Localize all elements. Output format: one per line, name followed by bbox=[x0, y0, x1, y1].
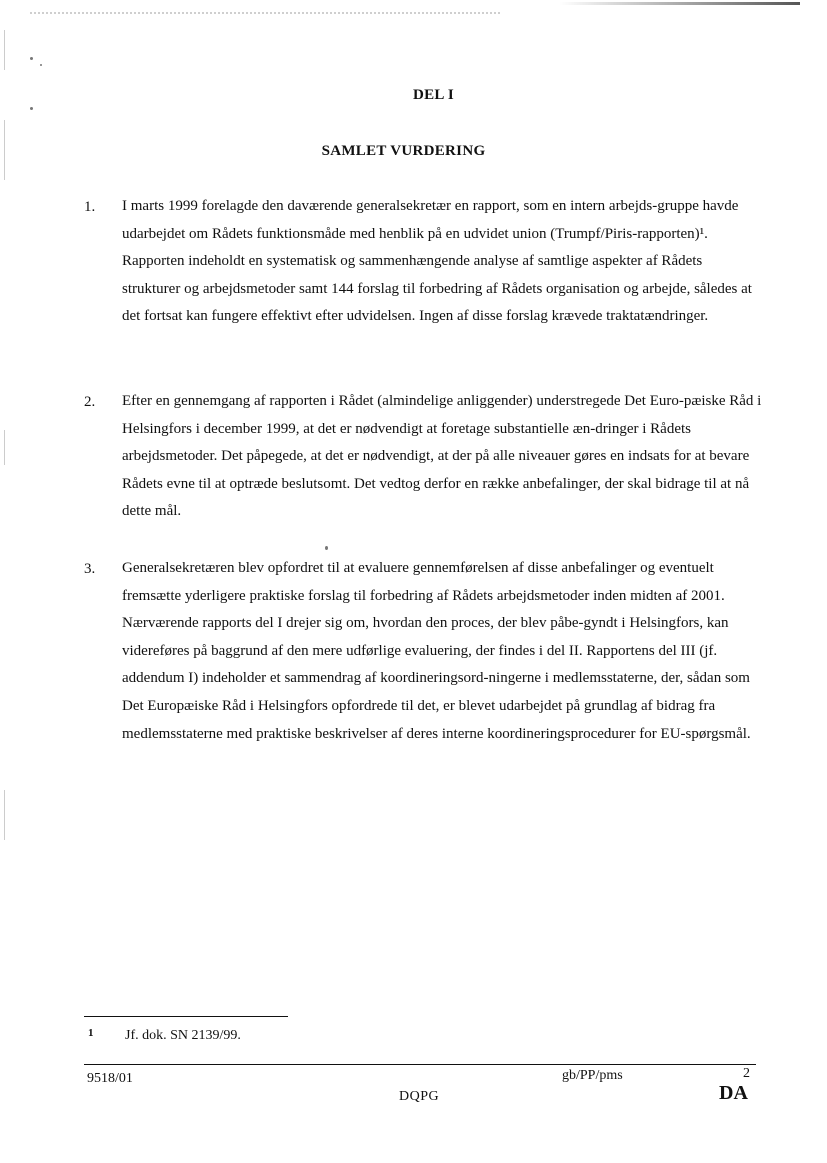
footer-divider bbox=[84, 1064, 756, 1065]
footer-language-code: DA bbox=[719, 1082, 748, 1104]
scan-speck bbox=[30, 107, 33, 110]
part-heading: DEL I bbox=[412, 87, 455, 103]
footnote-divider bbox=[84, 1016, 288, 1017]
scan-edge-mark bbox=[4, 430, 5, 465]
scan-edge-mark bbox=[4, 30, 5, 70]
footer-page-number: 2 bbox=[743, 1066, 750, 1081]
section-heading: SAMLET VURDERING bbox=[321, 143, 486, 159]
paragraph-text: I marts 1999 forelagde den daværende generalsekretær en rapport, som en intern arbejds-gruppe havde udarbejdet om Rådets funktionsmåde med henblik på en udvidet union (Trumpf/Piris-rapporten)¹. Rapporten indeholdt en systematisk og sammenhængende analyse af samtlige aspekter af Rådets strukturer og arbejdsmetoder samt 144 forslag til forbedring af Rådets organisation og arbejde, således at det fortsat kan fungere effektivt efter udvidelsen. Ingen af disse forslag krævede traktatændringer. bbox=[122, 198, 752, 325]
paragraph-number: 3. bbox=[84, 561, 96, 577]
fax-edge-smudge bbox=[560, 2, 800, 5]
fax-transmission-header bbox=[30, 12, 500, 24]
paragraph-number: 2. bbox=[84, 394, 96, 410]
footer-doc-number: 9518/01 bbox=[87, 1071, 133, 1086]
paragraph-text: Generalsekretæren blev opfordret til at evaluere gennemførelsen af disse anbefalinger og eventuelt fremsætte yderligere praktiske forslag til forbedring af Rådets arbejdsmetoder inden midten af 2001. Nærværende rapports del I drejer sig om, hvordan den proces, der blev påbe-gyndt i Helsingfors, kan videreføres på baggrund af den mere udførlige evaluering, der findes i del II. Rapportens del III (jf. addendum I) indeholder et sammendrag af koordineringsord-ningerne i medlemsstaterne, der, sådan som Det Europæiske Råd i Helsingfors opfordrede til det, er blevet udarbejdet på grundlag af bidrag fra medlemsstaterne med praktiske beskrivelser af deres interne koordineringsprocedurer for EU-spørgsmål. bbox=[122, 560, 751, 742]
scan-speck bbox=[325, 546, 328, 550]
scan-edge-mark bbox=[4, 790, 5, 840]
footer-initials: gb/PP/pms bbox=[562, 1068, 623, 1083]
footnote-text: Jf. dok. SN 2139/99. bbox=[125, 1028, 241, 1043]
footnote-marker: 1 bbox=[88, 1027, 94, 1039]
paragraph-number: 1. bbox=[84, 199, 96, 215]
scan-speck bbox=[30, 57, 33, 60]
paragraph-text: Efter en gennemgang af rapporten i Rådet (almindelige anliggender) understregede Det Euro-pæiske Råd i Helsingfors i december 1999, at det er nødvendigt at foretage substantielle æn-dringer i Rådets arbejdsmetoder. Det påpegede, at det er nødvendigt, at der på alle niveauer gøres en indsats for at bevare Rådets evne til at optræde beslutsomt. Det vedtog derfor en række anbefalinger, der skal bidrage til at nå dette mål. bbox=[122, 393, 762, 520]
footer-department: DQPG bbox=[399, 1089, 440, 1104]
scan-speck bbox=[40, 64, 42, 66]
